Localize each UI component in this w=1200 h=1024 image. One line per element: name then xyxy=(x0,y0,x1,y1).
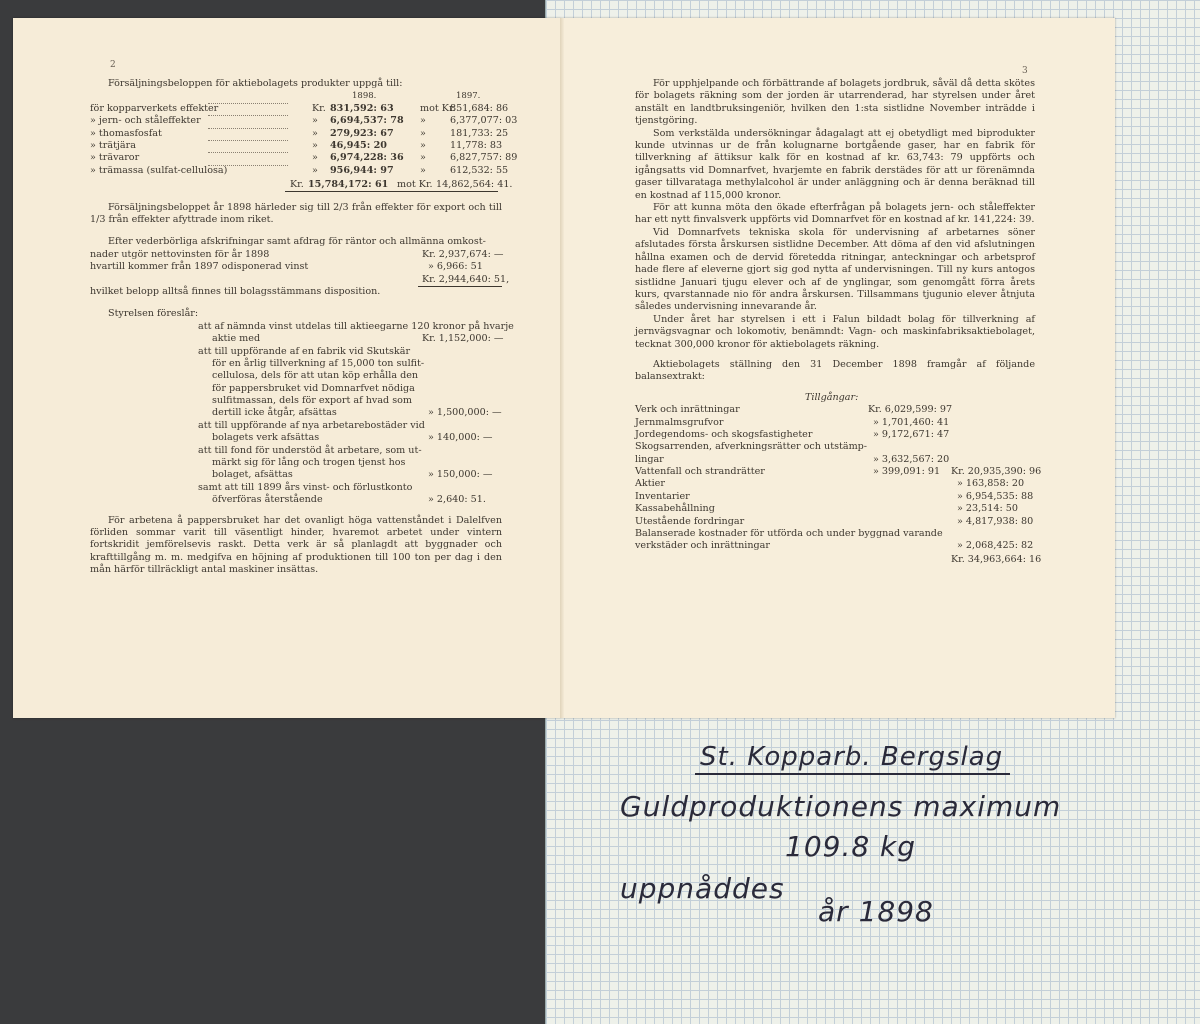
proposal-line xyxy=(90,333,502,345)
para-profit-a: Efter vederbörliga afskrifningar samt afdrag för räntor och allmänna omkost- xyxy=(108,236,486,248)
page-fold xyxy=(560,18,564,718)
asset-row xyxy=(635,503,1035,515)
total-1898: 15,784,172: 61 xyxy=(308,179,389,191)
proposal-text: bolagets verk afsättas xyxy=(212,432,320,444)
proposal-line xyxy=(90,370,502,382)
para-agriculture: För upphjelpande och förbättrande af bolagets jordbruk, såväl då detta skötes för bolagets räkning som der jorden är utarrenderad, har styrelsen under året anstält en landtbruksingeniör, hvilken den 1:sta sistlidne November inträdde i tjenstgöring. xyxy=(635,78,1035,127)
sales-row-mot: » xyxy=(420,152,426,164)
sales-row-1897: 612,532: 55 xyxy=(450,164,509,176)
asset-label: Inventarier xyxy=(635,490,690,502)
sales-row-1898: 956,944: 97 xyxy=(330,164,394,176)
asset-label: Utestående fordringar xyxy=(635,515,745,527)
profit-label: nader utgör nettovinsten för år 1898 xyxy=(90,248,270,260)
right-page-number: 3 xyxy=(1022,66,1028,76)
asset-amount: Kr. 6,029,599: 97 xyxy=(868,404,953,416)
asset-label: Verk och inrättningar xyxy=(635,404,740,416)
asset-row xyxy=(635,417,1035,429)
sales-row-1897: 6,377,077: 03 xyxy=(450,115,518,127)
sales-row-1898: 831,592: 63 xyxy=(330,102,394,114)
para-balance-intro: Aktiebolagets ställning den 31 December 1898 framgår af följande balansextrakt: xyxy=(635,358,1035,383)
proposal-amount: » 2,640: 51. xyxy=(428,494,486,506)
sales-row-1898: 279,923: 67 xyxy=(330,127,394,139)
para-rolling-mill: För att kunna möta den ökade efterfrågan på bolagets jern- och ståleffekter har ett nytt finvalsverk uppförts vid Domnarfvet för en kostnad af kr. 141,224: 39. xyxy=(635,202,1035,226)
proposal-text: att till fond för understöd åt arbetare, som ut- xyxy=(198,444,422,456)
proposal-line xyxy=(90,407,502,419)
note-line3: 109.8 kg xyxy=(785,830,917,863)
sales-row-leader xyxy=(208,115,288,116)
sales-row-1897: 181,733: 25 xyxy=(450,127,509,139)
proposal-head: Styrelsen föreslår: xyxy=(108,308,199,320)
asset-subtotal: » 6,954,535: 88 xyxy=(957,490,1034,502)
asset-subtotal: » 23,514: 50 xyxy=(957,503,1018,515)
proposal-text: att till uppförande af nya arbetarebostäder vid xyxy=(198,419,425,431)
asset-row xyxy=(635,516,1035,528)
profit-sum: Kr. 2,944,640: 51, xyxy=(422,273,510,285)
sales-row-label: » jern- och ståleffekter xyxy=(90,115,201,127)
proposal-text: cellulosa, dels för att utan köp erhålla den xyxy=(212,370,419,382)
sales-row-leader xyxy=(208,140,288,141)
sales-row-1898: 46,945: 20 xyxy=(330,139,387,151)
sales-row-mot: mot Kr. xyxy=(420,102,456,114)
proposal-text: bolaget, afsättas xyxy=(212,469,293,481)
asset-label: Kassabehållning xyxy=(635,503,715,515)
proposal-line xyxy=(90,494,502,506)
sales-row xyxy=(90,164,509,177)
proposal-text: aktie med xyxy=(212,333,261,345)
note-underline xyxy=(695,773,1010,775)
proposal-text: samt att till 1899 års vinst- och förlustkonto xyxy=(198,481,413,493)
assets-heading: Tillgångar: xyxy=(805,391,859,403)
proposal-amount: » 1,500,000: — xyxy=(428,407,502,419)
para-byproducts: Som verkstälda undersökningar ådagalagt att ej obetydligt med biprodukter kunde utvinnas ur de från kolugnarne bortgående gaser, har en fabrik för tillverkning af ättiksur kalk för en kostnad af kr. 63,743: 79 uppförts och igångsatts vid Domnarfvet, hvarjemte en fabrik derstädes för att ur förenämnda gaser tillvaratagа methylalcohol är under anläggning och är denna beräknad till en kostnad af 115,000 kronor. xyxy=(635,127,1035,201)
asset-label: Aktier xyxy=(635,478,665,490)
asset-amount: » 399,091: 91 xyxy=(873,466,941,478)
sales-intro: Försäljningsbeloppen för aktiebolagets produkter uppgå till: xyxy=(108,78,403,89)
note-line5: år 1898 xyxy=(818,895,934,928)
total-1897: 14,862,564: 41. xyxy=(436,179,513,191)
note-line4: uppnåddes xyxy=(620,872,785,905)
total-mot: mot Kr. xyxy=(397,179,433,191)
asset-amount: » 3,632,567: 20 xyxy=(873,453,950,465)
asset-label: Jernmalmsgrufvor xyxy=(635,416,724,428)
sales-table xyxy=(90,102,518,177)
proposal-list xyxy=(90,320,514,507)
sales-row-leader xyxy=(208,128,288,129)
sales-row xyxy=(90,152,518,164)
para-paper-mill: För arbetena å pappersbruket har det ovanligt höga vattenståndet i Dalelfven förliden sommar varit till väsentligt hinder, hvaremot arbetet under vintern fortskridit jemförelsevis raskt. Detta verk är så planlagdt att byggnader och krafttillgång m. m. medgifva en höjning af produktionen till 100 ton per dag i den mån härför tillräckligt antal maskiner insättas. xyxy=(90,514,502,576)
sales-row-label: » trätjära xyxy=(90,139,136,151)
sales-row-kr: » xyxy=(312,127,318,139)
assets-total-row xyxy=(635,553,1042,566)
sales-row-1897: 851,684: 86 xyxy=(450,102,509,114)
left-page-number: 2 xyxy=(110,60,116,70)
proposal-text: öfverföras återstående xyxy=(212,494,323,506)
sales-row xyxy=(90,102,509,115)
note-title: St. Kopparb. Bergslag xyxy=(700,742,1004,772)
profit-row xyxy=(90,249,502,261)
asset-subtotal: » 163,858: 20 xyxy=(957,478,1025,490)
proposal-line xyxy=(90,482,502,494)
proposal-line xyxy=(90,420,502,432)
proposal-line xyxy=(90,346,502,358)
profit-value: Kr. 2,937,674: — xyxy=(422,248,504,260)
asset-row xyxy=(635,404,1035,416)
right-page-text xyxy=(635,78,1042,566)
sales-row-label: » thomasfosfat xyxy=(90,127,162,139)
para-school: Vid Domnarfvets tekniska skola för undervisning af arbetarnes söner afslutades första årskursen sistlidne December. Att döma af den vid afslutningen hållna examen och de dervid företedda ritningar, anteckningar och arbetsprof hade flere af eleverne gjort sig god nytta af undervisningen. Till ny kurs antogos sistlidne Januari tjugu elever och af de ynglingar, som genomgått förra årets kurs, qvarstannade nio för andra årskursen. Tillsammans tjugunio elever åtnjuta således undervisning innevarande år. xyxy=(635,226,1035,313)
asset-label: lingar xyxy=(635,453,664,465)
sales-row-mot: » xyxy=(420,164,426,176)
proposal-text: att till uppförande af en fabrik vid Skutskär xyxy=(198,345,411,357)
sales-row-label: för kopparverkets effekter xyxy=(90,102,219,114)
proposal-amount: Kr. 1,152,000: — xyxy=(422,333,504,345)
asset-amount: » 1,701,460: 41 xyxy=(873,416,950,428)
sales-row-1898: 6,694,537: 78 xyxy=(330,115,404,127)
asset-subtotal: » 2,068,425: 82 xyxy=(957,540,1034,552)
note-line2: Guldproduktionens maximum xyxy=(620,790,1062,823)
sales-row-leader xyxy=(208,165,288,166)
col-1898: 1898. xyxy=(352,91,377,102)
sales-row-kr: » xyxy=(312,139,318,151)
profit-sum-rule xyxy=(418,286,502,287)
proposal-line xyxy=(90,320,514,333)
sales-row-kr: » xyxy=(312,164,318,176)
asset-row xyxy=(635,540,1035,552)
proposal-line xyxy=(90,445,502,457)
asset-row xyxy=(635,478,1035,490)
sales-row xyxy=(90,140,502,152)
asset-row xyxy=(635,454,1035,466)
sales-sum-rule xyxy=(285,191,498,192)
left-page-text xyxy=(90,78,518,577)
proposal-line xyxy=(90,432,502,444)
asset-row xyxy=(635,429,1035,441)
carryover-row xyxy=(90,261,502,273)
proposal-amount: » 140,000: — xyxy=(428,432,493,444)
sales-row-1897: 11,778: 83 xyxy=(450,139,503,151)
asset-row xyxy=(635,441,1035,453)
asset-subtotal: Kr. 20,935,390: 96 xyxy=(951,466,1042,478)
col-1897: 1897. xyxy=(456,91,481,102)
asset-amount: » 9,172,671: 47 xyxy=(873,428,950,440)
proposal-text: att af nämnda vinst utdelas till aktieegarne 120 kronor på hvarje xyxy=(198,320,514,332)
sales-row-kr: » xyxy=(312,115,318,127)
sales-row-label: » trävaror xyxy=(90,152,140,164)
proposal-text: märkt sig för lång och trogen tjenst hos xyxy=(212,457,406,469)
asset-row xyxy=(635,466,1042,478)
asset-label: Jordegendoms- och skogsfastigheter xyxy=(635,428,813,440)
sales-row-kr: » xyxy=(312,152,318,164)
proposal-amount: » 150,000: — xyxy=(428,469,493,481)
proposal-line xyxy=(90,395,502,407)
sales-col-headers xyxy=(90,90,502,102)
sales-total-row xyxy=(90,179,513,191)
proposal-line xyxy=(90,469,502,481)
sales-row-mot: » xyxy=(420,139,426,151)
sales-row-leader xyxy=(208,103,288,104)
sales-row-1898: 6,974,228: 36 xyxy=(330,152,404,164)
sales-row-1897: 6,827,757: 89 xyxy=(450,152,518,164)
proposal-line xyxy=(90,383,502,395)
proposal-line xyxy=(90,457,502,469)
asset-label: Balanserade kostnader för utförda och under byggnad varande xyxy=(635,528,943,540)
assets-heading-row xyxy=(635,392,1035,404)
sales-row-kr: Kr. xyxy=(312,102,326,114)
asset-subtotal: » 4,817,938: 80 xyxy=(957,515,1034,527)
asset-row xyxy=(635,528,1035,540)
proposal-text: för pappersbruket vid Domnarfvet nödiga xyxy=(212,382,415,394)
proposal-text: dertill icke åtgår, afsättas xyxy=(212,407,337,419)
carryover-label: hvartill kommer från 1897 odisponerad vinst xyxy=(90,261,309,273)
assets-total: Kr. 34,963,664: 16 xyxy=(951,553,1042,565)
sales-row xyxy=(90,115,518,127)
proposal-line xyxy=(90,358,502,370)
asset-label: Skogsarrenden, afverkningsrätter och utstämp- xyxy=(635,441,868,453)
asset-row xyxy=(635,491,1035,503)
sales-row-leader xyxy=(208,152,288,153)
sales-row-mot: » xyxy=(420,127,426,139)
assets-table xyxy=(635,404,1042,553)
total-kr: Kr. xyxy=(290,179,304,191)
proposal-text: för en årlig tillverkning af 15,000 ton sulfit- xyxy=(212,357,425,369)
carryover-value: » 6,966: 51 xyxy=(428,261,483,273)
profit-sum-row xyxy=(90,273,510,286)
sales-row xyxy=(90,127,509,140)
sales-row-label: » trämassa (sulfat-cellulosa) xyxy=(90,164,228,176)
para-export-share: Försäljningsbeloppet år 1898 härleder sig till 2/3 från effekter för export och till 1/3 från effekter afyttrade inom riket. xyxy=(90,201,502,225)
para-disposition: hvilket belopp alltså finnes till bolagsstämmans disposition. xyxy=(90,285,381,297)
proposal-text: sulfitmassan, dels för export af hvad som xyxy=(212,395,413,407)
para-wagon-company: Under året har styrelsen i ett i Falun bildadt bolag för tillverkning af jernvägsvagnar och lokomotiv, benämndt: Vagn- och maskinfabriksaktiebolaget, tecknat 300,000 kronor för aktiebolagets räkning. xyxy=(635,313,1035,350)
asset-label: Vattenfall och strandrätter xyxy=(635,466,765,478)
asset-label: verkstäder och inrättningar xyxy=(635,540,770,552)
sales-row-mot: » xyxy=(420,115,426,127)
